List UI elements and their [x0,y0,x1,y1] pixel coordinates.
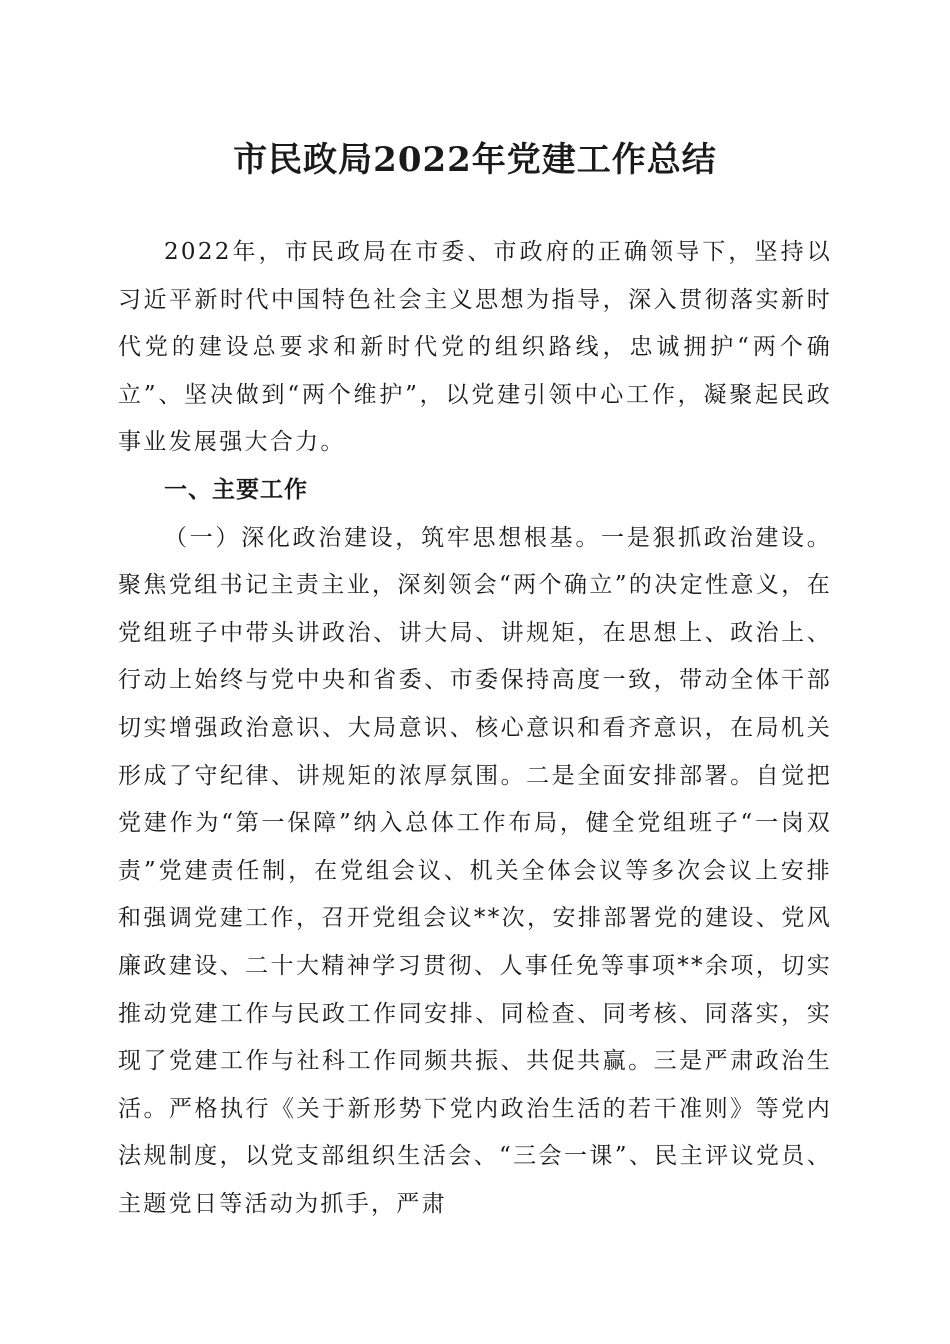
subsection-lead: （一）深化政治建设，筑牢思想根基。 [164,524,602,551]
document-title: 市民政局2022年党建工作总结 [233,140,717,180]
subsection-paragraph [118,515,832,1229]
intro-paragraph: 2022年，市民政局在市委、市政府的正确领导下，坚持以习近平新时代中国特色社会主义思想为指导，深入贯彻落实新时代党的建设总要求和新时代党的组织路线，忠诚拥护“两个确立”、坚决做到“两个维护”，以党建引领中心工作，凝聚起民政事业发展强大合力。 [118,239,832,456]
subsection-body: 一是狠抓政治建设。聚焦党组书记主责主业，深刻领会“两个确立”的决定性意义，在党组班子中带头讲政治、讲大局、讲规矩，在思想上、政治上、行动上始终与党中央和省委、市委保持高度一致，带动全体干部切实增强政治意识、大局意识、核心意识和看齐意识，在局机关形成了守纪律、讲规矩的浓厚氛围。二是全面安排部署。自觉把党建作为“第一保障”纳入总体工作布局，健全党组班子“一岗双责”党建责任制，在党组会议、机关全体会议等多次会议上安排和强调党建工作，召开党组会议**次，安排部署党的建设、党风廉政建设、二十大精神学习贯彻、人事任免等事项**余项，切实推动党建工作与民政工作同安排、同检查、同考核、同落实，实现了党建工作与社科工作同频共振、共促共赢。三是严肃政治生活。严格执行《关于新形势下党内政治生活的若干准则》等党内法规制度，以党支部组织生活会、“三会一课”、民主评议党员、主题党日等活动为抓手，严肃 [118,524,832,1217]
section-heading: 一、主要工作 [164,476,308,503]
document-body [118,229,832,1228]
